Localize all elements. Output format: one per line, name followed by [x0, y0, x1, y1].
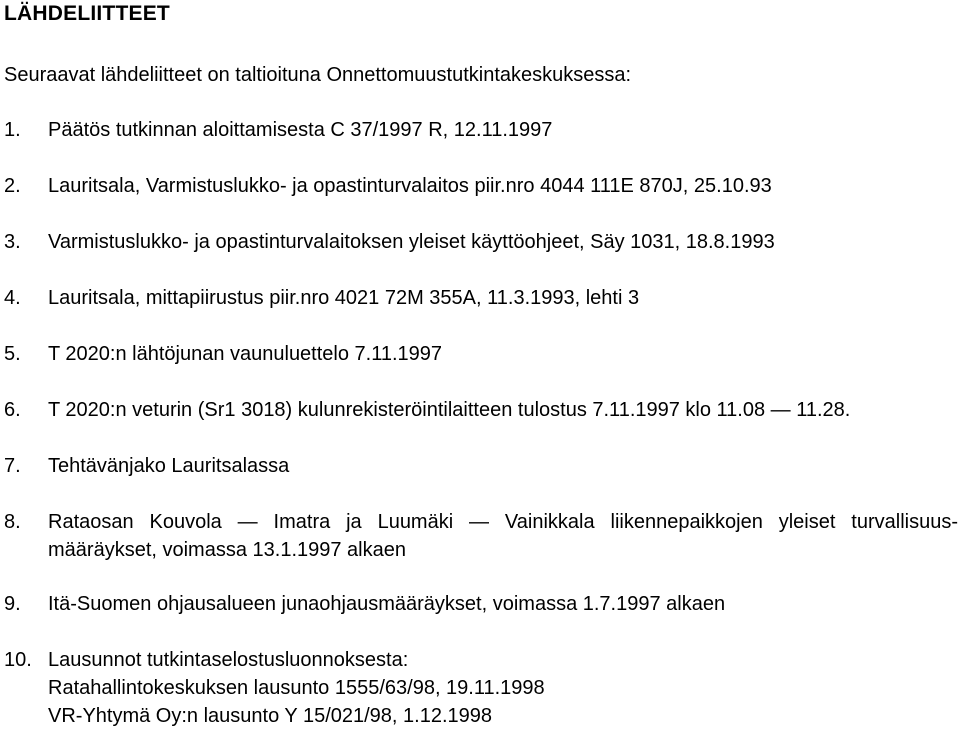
reference-item-5: [4, 340, 443, 368]
reference-item-2: [4, 172, 772, 200]
reference-line: Tehtävänjako Lauritsalassa: [48, 455, 290, 477]
reference-text: [48, 508, 958, 564]
page-title: LÄHDELIITTEET: [4, 2, 170, 25]
reference-line: Ratahallintokeskuksen lausunto 1555/63/98, 19.11.1998: [48, 677, 545, 699]
reference-number: 2.: [4, 175, 21, 197]
reference-line: T 2020:n lähtöjunan vaunuluettelo 7.11.1997: [48, 343, 443, 365]
reference-number: 5.: [4, 343, 21, 365]
reference-item-9: [4, 590, 726, 618]
reference-line: T 2020:n veturin (Sr1 3018) kulunrekisteröintilaitteen tulostus 7.11.1997 klo 11.08 — 11.28.: [48, 399, 851, 421]
reference-text: [48, 452, 289, 480]
reference-number: 9.: [4, 593, 21, 615]
reference-text: [48, 116, 552, 144]
reference-line: Lauritsala, mittapiirustus piir.nro 4021 72M 355A, 11.3.1993, lehti 3: [48, 287, 640, 309]
reference-line: Päätös tutkinnan aloittamisesta C 37/1997 R, 12.11.1997: [48, 119, 553, 141]
reference-item-10: [4, 646, 545, 727]
reference-number: 3.: [4, 231, 21, 253]
reference-line: VR-Yhtymä Oy:n lausunto Y 15/021/98, 1.12.1998: [48, 705, 493, 727]
reference-number: 4.: [4, 287, 21, 309]
reference-text: [48, 590, 725, 618]
reference-line: Itä-Suomen ohjausalueen junaohjausmääräykset, voimassa 1.7.1997 alkaen: [48, 593, 726, 615]
reference-line: Lauritsala, Varmistuslukko- ja opastinturvalaitos piir.nro 4044 111E 870J, 25.10.93: [48, 175, 772, 197]
reference-text: [48, 396, 850, 424]
reference-text: [48, 284, 639, 312]
reference-item-1: [4, 116, 553, 144]
reference-text: [48, 172, 772, 200]
reference-item-3: [4, 228, 775, 256]
reference-item-4: [4, 284, 640, 312]
reference-line: Rataosan Kouvola — Imatra ja Luumäki — Vainikkala liikennepaikkojen yleiset turvallisuus-: [48, 511, 958, 533]
reference-item-8: [4, 508, 958, 561]
reference-text: [48, 646, 545, 730]
reference-number: 1.: [4, 119, 21, 141]
reference-text: [48, 340, 442, 368]
reference-number: 6.: [4, 399, 21, 421]
reference-text: [48, 228, 775, 256]
reference-line: määräykset, voimassa 13.1.1997 alkaen: [48, 539, 406, 561]
reference-line: Lausunnot tutkintaselostusluonnoksesta:: [48, 649, 409, 671]
reference-number: 10.: [4, 649, 32, 671]
reference-number: 8.: [4, 511, 21, 533]
reference-item-7: [4, 452, 290, 480]
reference-number: 7.: [4, 455, 21, 477]
reference-item-6: [4, 396, 851, 424]
intro-text: Seuraavat lähdeliitteet on taltioituna Onnettomuustutkintakeskuksessa:: [4, 64, 632, 86]
reference-line: Varmistuslukko- ja opastinturvalaitoksen yleiset käyttöohjeet, Säy 1031, 18.8.1993: [48, 231, 775, 253]
